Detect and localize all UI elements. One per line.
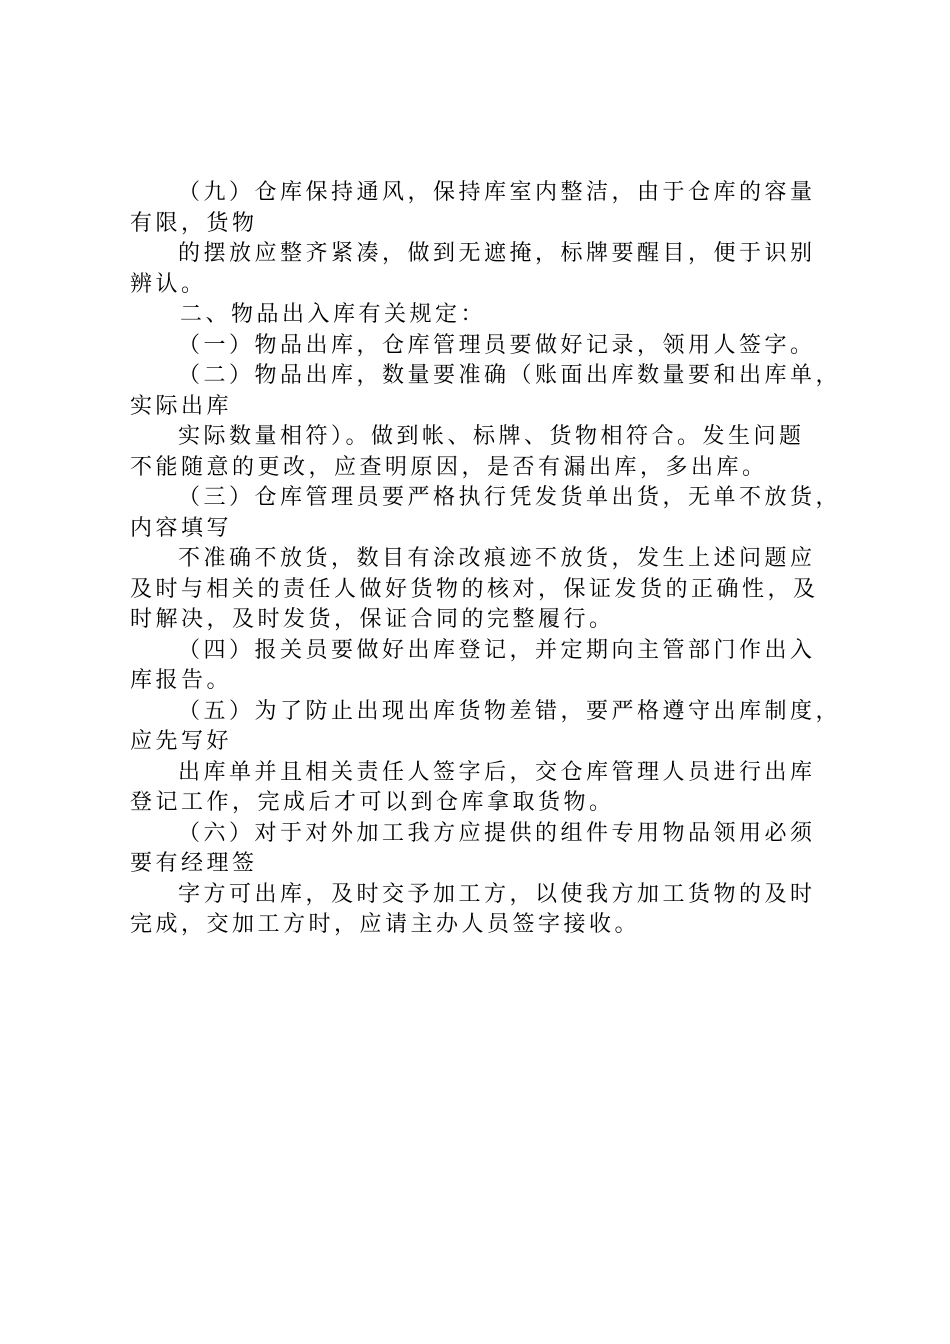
text-line: 要有经理签 (130, 851, 258, 876)
text-line: 完成，交加工方时，应请主办人员签字接收。 (130, 912, 641, 937)
text-line: （三）仓库管理员要严格执行凭发货单出货，无单不放货， (178, 485, 842, 510)
text-line: 实际数量相符）。做到帐、标牌、货物相符合。发生问题 (178, 424, 805, 449)
text-line: （四）报关员要做好出库登记，并定期向主管部门作出入 (178, 637, 816, 663)
text-line: 有限，货物 (130, 210, 258, 236)
text-line: 应先写好 (130, 729, 233, 754)
text-line: 登记工作，完成后才可以到仓库拿取货物。 (130, 790, 615, 815)
text-line: 实际出库 (130, 393, 233, 419)
text-line: 字方可出库，及时交予加工方，以使我方加工货物的及时 (178, 881, 816, 907)
text-line: 不能随意的更改，应查明原因，是否有漏出库，多出库。 (130, 454, 768, 480)
text-line: （六）对于对外加工我方应提供的组件专用物品领用必须 (178, 820, 816, 846)
text-line: 库报告。 (130, 668, 233, 693)
text-line: 时解决，及时发货，保证合同的完整履行。 (130, 607, 615, 632)
text-line: 辨认。 (130, 271, 207, 297)
text-line: 不准确不放货，数目有涂改痕迹不放货，发生上述问题应 (178, 546, 816, 571)
text-line: （一）物品出库，仓库管理员要做好记录，领用人签字。 (178, 332, 816, 358)
text-line: （九）仓库保持通风，保持库室内整洁，由于仓库的容量 (178, 180, 816, 205)
section-heading: 二、物品出入库有关规定： (180, 302, 487, 327)
text-line: 出库单并且相关责任人签字后，交仓库管理人员进行出库 (178, 759, 816, 785)
document-body (130, 178, 850, 941)
text-line: 的摆放应整齐紧凑，做到无遮掩，标牌要醒目，便于识别 (178, 241, 816, 266)
text-line: （五）为了防止出现出库货物差错，要严格遵守出库制度， (178, 698, 842, 724)
text-line: 及时与相关的责任人做好货物的核对，保证发货的正确性，及 (130, 576, 819, 602)
text-line: （二）物品出库，数量要准确（账面出库数量要和出库单， (178, 363, 842, 388)
text-line: 内容填写 (130, 515, 233, 541)
